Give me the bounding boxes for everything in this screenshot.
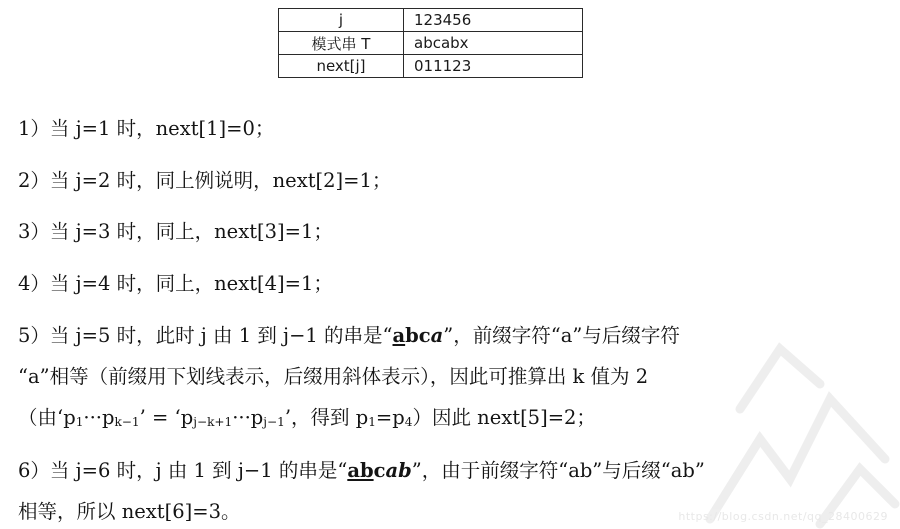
step-6-line-2: 相等，所以 next[6]=3。	[18, 500, 241, 523]
formula-subscript: 1	[368, 415, 376, 430]
table-cell-label: 模式串 T	[279, 32, 404, 55]
formula-text: =p	[375, 406, 405, 429]
table-row	[279, 32, 583, 55]
formula-text: ’，得到 p	[284, 406, 369, 429]
formula-text: （由‘p	[18, 406, 76, 429]
step-6-middle: c	[373, 459, 386, 482]
formula-text: ···p	[232, 406, 264, 429]
formula-text: ’ = ‘p	[139, 406, 194, 429]
formula-subscript: j−1	[263, 415, 285, 430]
formula-subscript: 4	[404, 415, 413, 430]
formula-text: ···p	[83, 406, 115, 429]
prefix-underlined: ab	[347, 459, 374, 482]
step-2: 2）当 j=2 时，同上例说明，next[2]=1；	[18, 169, 392, 192]
table-cell-value: 011123	[404, 55, 583, 78]
table-cell-value: abcabx	[404, 32, 583, 55]
suffix-italic: ab	[385, 459, 412, 482]
watermark-url: https://blog.csdn.net/qq_28400629	[678, 510, 888, 523]
table-cell-label: next[j]	[279, 55, 404, 78]
step-1: 1）当 j=1 时，next[1]=0；	[18, 117, 275, 140]
step-4: 4）当 j=4 时，同上，next[4]=1；	[18, 272, 333, 295]
table-cell-label: j	[279, 9, 404, 32]
prefix-underlined: a	[392, 324, 406, 347]
step-6-text: ”，由于前缀字符“ab”与后缀“ab”	[411, 459, 705, 482]
step-5-line-2: “a”相等（前缀用下划线表示，后缀用斜体表示），因此可推算出 k 值为 2	[18, 365, 649, 388]
table-cell-value: 123456	[404, 9, 583, 32]
table-row	[279, 55, 583, 78]
formula-text: ）因此 next[5]=2；	[412, 406, 596, 429]
step-3: 3）当 j=3 时，同上，next[3]=1；	[18, 220, 333, 243]
step-5-text: 5）当 j=5 时，此时 j 由 1 到 j−1 的串是“	[18, 324, 393, 347]
next-array-table	[278, 8, 583, 78]
step-5-middle: bc	[405, 324, 431, 347]
formula-subscript: 1	[75, 415, 84, 430]
step-5-text: ”，前缀字符“a”与后缀字符	[443, 324, 680, 347]
formula-subscript: k−1	[114, 415, 140, 430]
table-row	[279, 9, 583, 32]
step-6-text: 6）当 j=6 时，j 由 1 到 j−1 的串是“	[18, 459, 348, 482]
suffix-italic: a	[430, 324, 444, 347]
watermark-seal-graphic	[670, 289, 900, 529]
formula-subscript: j−k+1	[193, 415, 233, 430]
